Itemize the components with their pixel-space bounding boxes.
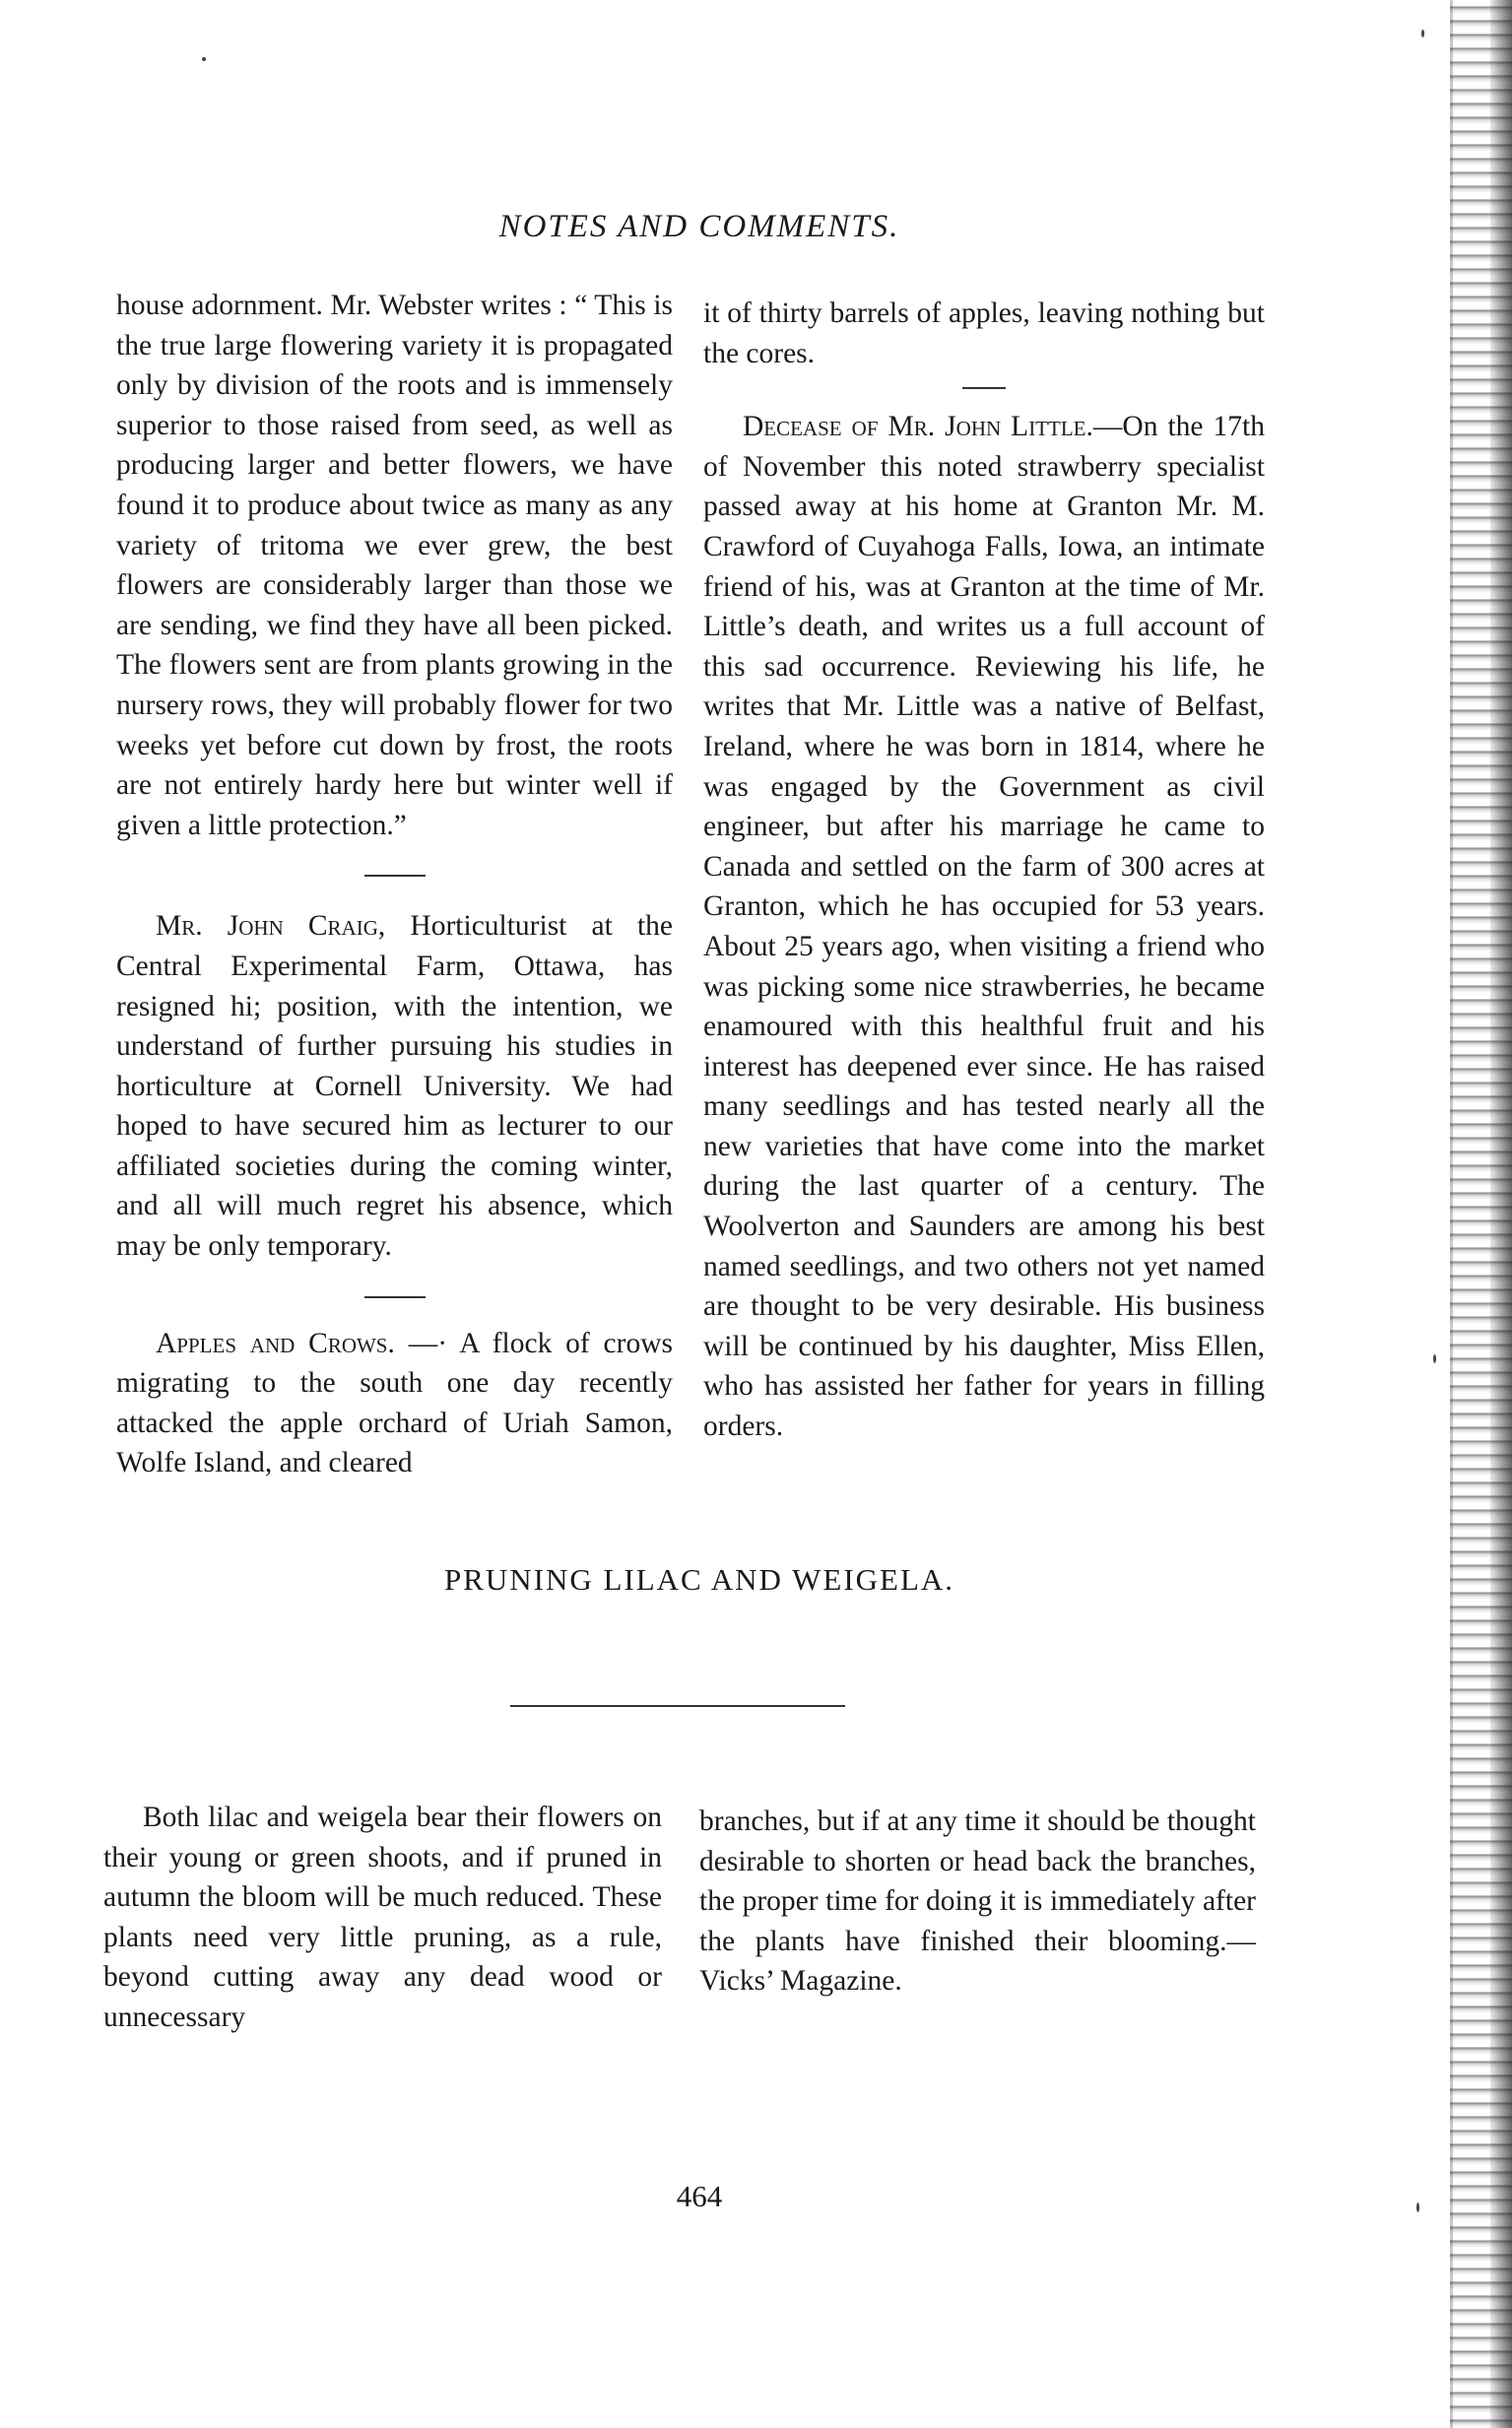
- scan-speck: [1416, 2202, 1419, 2212]
- scan-speck: [1421, 30, 1424, 37]
- running-head: NOTES AND COMMENTS.: [498, 209, 900, 244]
- little-paragraph: [703, 407, 1265, 1446]
- craig-body: Horticulturist at the Central Experimental Farm, Ottawa, has resigned hi; position, with the intention, we understand of further pursuing his studies in horticulture at Cornell University. We had hoped to have secured him as lecturer to our affiliated societies during the coming winter, and all will much regret his absence, which may be only temporary.: [116, 910, 673, 1263]
- craig-heading: Mr. John Craig,: [156, 910, 386, 943]
- pruning-paragraph-right: branches, but if at any time it should be thought desirable to shorten or head back the branches, the proper time for doing it is immediately after the plants have finished their blooming.—Vicks’ Magazine.: [699, 1805, 1256, 1998]
- pruning-paragraph-left: Both lilac and weigela bear their flowers on their young or green shoots, and if pruned in autumn the bloom will be much reduced. These plants need very little pruning, as a rule, beyond cutting away any dead wood or unnecessary: [103, 1802, 662, 2033]
- scan-speck: [1433, 1354, 1436, 1363]
- section-title: PRUNING LILAC AND WEIGELA.: [443, 1562, 955, 1597]
- little-body: —On the 17th of November this noted strawberry specialist passed away at his home at Granton Mr. M. Crawford of Cuyahoga Falls, Iowa, an intimate friend of his, was at Granton at the time of Mr. Little’s death, and writes us a full account of this sad occurrence. Reviewing his life, he writes that Mr. Little was a native of Belfast, Ireland, where he was born in 1814, where he was engaged by the Government as civil engineer, but after his marriage he came to Canada and settled on the farm of 300 acres at Granton, which he has occupied for 53 years. About 25 years ago, when visiting a friend who was picking some nice strawberries, he became enamoured with this healthful fruit and his interest has deepened ever since. He has raised many seedlings and has tested nearly all the new varieties that have come into the market during the last quarter of a century. The Woolverton and Saunders are among his best named seedlings, and two others not yet named are thought to be very desirable. His business will be continued by his daughter, Miss Ellen, who has assisted her father for years in filling orders.: [703, 411, 1265, 1443]
- article-separator-rule: [510, 1705, 845, 1707]
- webster-paragraph: house adornment. Mr. Webster writes : “ This is the true large flowering variety it is propagated only by division of the roots and is immensely superior to those raised from seed, as well as producing larger and better flowers, we have found it to produce about twice as many as any variety of tritoma we ever grew, the best flowers are considerably larger than those we are sending, we find they have all been picked. The flowers sent are from plants growing in the nursery rows, they will probably flower for two weeks yet before cut down by frost, the roots are not entirely hardy here but winter well if given a little protection.”: [116, 290, 673, 841]
- page-number: 464: [676, 2179, 723, 2213]
- apples-paragraph: [116, 1324, 673, 1483]
- apples-body: —· A flock of crows migrating to the south one day recently attacked the apple orchard of Uriah Samon, Wolfe Island, and cleared: [116, 1327, 674, 1479]
- craig-paragraph: [116, 906, 673, 1266]
- right-column-top: [703, 294, 1265, 1447]
- little-heading: Decease of Mr. John Little.: [743, 411, 1093, 443]
- apples-continuation: it of thirty barrels of apples, leaving nothing but the cores.: [703, 297, 1265, 369]
- right-column-bottom: [699, 1802, 1256, 2001]
- scan-speck: [202, 57, 206, 61]
- left-column-bottom: [103, 1798, 662, 2038]
- apples-heading: Apples and Crows.: [156, 1327, 395, 1359]
- page-edge-scan-artifact: [1450, 0, 1512, 2428]
- left-column-top: [116, 286, 673, 1483]
